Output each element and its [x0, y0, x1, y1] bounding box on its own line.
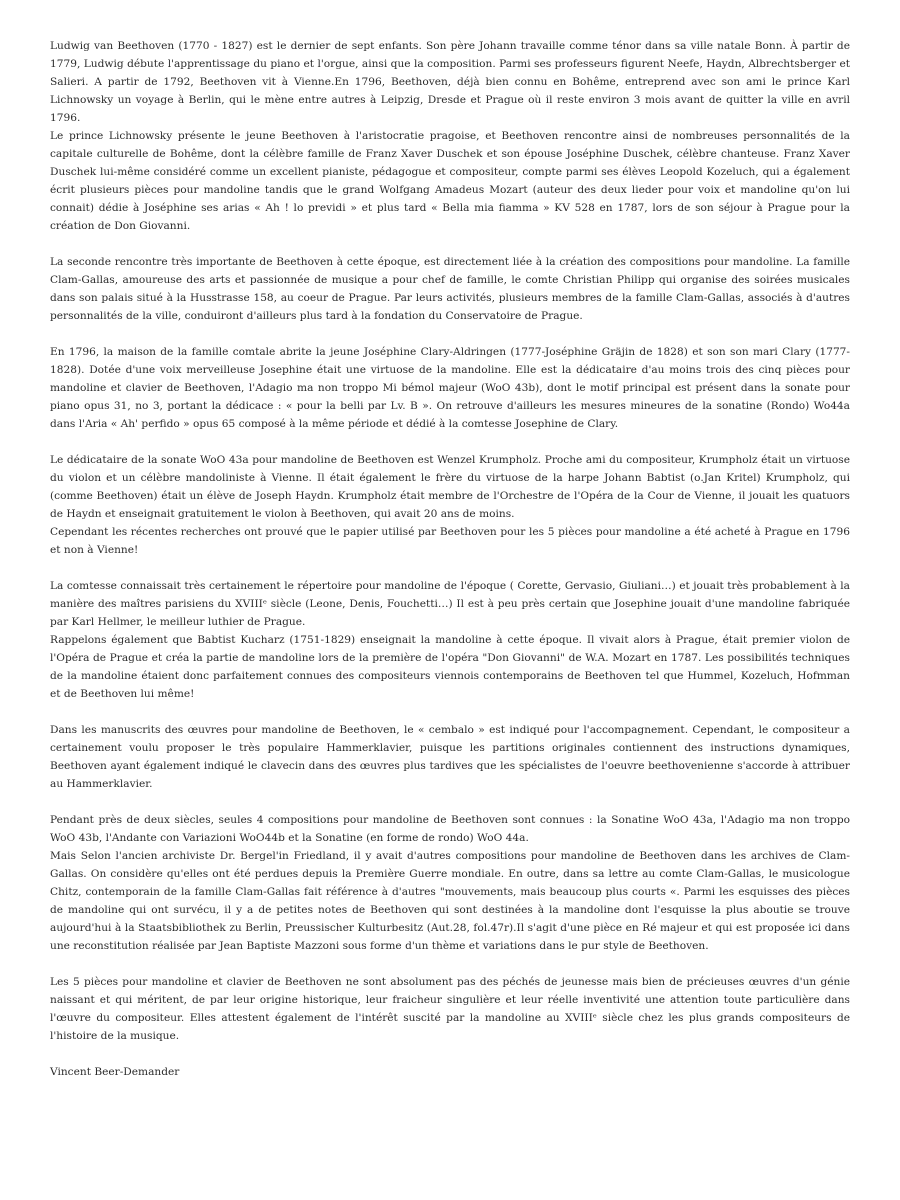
paragraph-conclusion	[50, 973, 850, 1045]
text-line: La comtesse connaissait très certainement le répertoire pour mandoline de l'époque ( Corette, Gervasio, Giuliani…) et jouait très probablement à la manière des maîtres parisiens du XVIIIᵉ siècle (Leone, Denis, Fouchetti…) Il est à peu près certain que Josephine jouait d'une mandoline fabriquée par Karl Hellmer, le meilleur luthier de Prague.	[50, 580, 850, 628]
text-line: Mais Selon l'ancien archiviste Dr. Bergel'in Friedland, il y avait d'autres compositions pour mandoline de Beethoven dans les archives de Clam-Gallas. On considère qu'elles ont été perdues depuis la Première Guerre mondiale. En outre, dans sa lettre au comte Clam-Gallas, le musicologue Chitz, contemporain de la famille Clam-Gallas fait référence à d'autres "mouvements, mais beaucoup plus courts «. Parmi les esquisses des pièces de mandoline qui ont survécu, il y a de petites notes de Beethoven qui sont destinées à la mandoline dont l'esquisse la plus aboutie se trouve aujourd'hui à la Staatsbibliothek zu Berlin, Preussischer Kulturbesitz (Aut.28, fol.47r).Il s'agit d'une pièce en Ré majeur et qui est proposée ici dans une reconstitution réalisée par Jean Baptiste Mazzoni sous forme d'un thème et variations dans le pur style de Beethoven.	[50, 850, 850, 952]
text-line: La seconde rencontre très importante de Beethoven à cette époque, est directement liée à la création des compositions pour mandoline. La famille Clam-Gallas, amoureuse des arts et passionnée de musique a pour chef de famille, le comte Christian Philipp qui organise des soirées musicales dans son palais situé à la Husstrasse 158, au coeur de Prague. Par leurs activités, plusieurs membres de la famille Clam-Gallas, associés à d'autres personnalités de la ville, conduiront d'ailleurs plus tard à la fondation du Conservatoire de Prague.	[50, 256, 850, 322]
paragraph-clam-gallas	[50, 253, 850, 325]
text-line: Le prince Lichnowsky présente le jeune Beethoven à l'aristocratie pragoise, et Beethoven rencontre ainsi de nombreuses personnalités de la capitale culturelle de Bohême, dont la célèbre famille de Franz Xaver Duschek et son épouse Joséphine Duschek, célèbre chanteuse. Franz Xaver Duschek lui-même considéré comme un excellent pianiste, pédagogue et compositeur, compte parmi ses élèves Leopold Kozeluch, qui a également écrit plusieurs pièces pour mandoline tandis que le grand Wolfgang Amadeus Mozart (auteur des deux lieder pour voix et mandoline qu'on lui connait) dédie à Joséphine ses arias « Ah ! lo previdi » et plus tard « Bella mia fiamma » KV 528 en 1787, lors de son séjour à Prague pour la création de Don Giovanni.	[50, 130, 850, 232]
text-line: Cependant les récentes recherches ont prouvé que le papier utilisé par Beethoven pour les 5 pièces pour mandoline a été acheté à Prague en 1796 et non à Vienne!	[50, 526, 850, 556]
text-line: En 1796, la maison de la famille comtale abrite la jeune Joséphine Clary-Aldringen (1777-Joséphine Gräjin de 1828) et son son mari Clary (1777-1828). Dotée d'une voix merveilleuse Josephine était une virtuose de la mandoline. Elle est la dédicataire d'au moins trois des cinq pièces pour mandoline et clavier de Beethoven, l'Adagio ma non troppo Mi bémol majeur (WoO 43b), dont le motif principal est présent dans la sonate pour piano opus 31, no 3, portant la dédicace : « pour la belli par Lv. B ». On retrouve d'ailleurs les mesures mineures de la sonatine (Rondo) Wo44a dans l'Aria « Ah' perfido » opus 65 composé à la même période et dédié à la comtesse Josephine de Clary.	[50, 346, 850, 430]
text-line: Rappelons également que Babtist Kucharz (1751-1829) enseignait la mandoline à cette époque. Il vivait alors à Prague, était premier violon de l'Opéra de Prague et créa la partie de mandoline lors de la première de l'opéra "Don Giovanni" de W.A. Mozart en 1787. Les possibilités techniques de la mandoline étaient donc parfaitement connues des compositeurs viennois contemporains de Beethoven tel que Hummel, Kozeluch, Hofmman et de Beethoven lui même!	[50, 634, 850, 700]
paragraph-krumpholz	[50, 451, 850, 559]
paragraph-repertoire	[50, 577, 850, 703]
document-body	[50, 37, 850, 1081]
text-line: Pendant près de deux siècles, seules 4 compositions pour mandoline de Beethoven sont connues : la Sonatine WoO 43a, l'Adagio ma non troppo WoO 43b, l'Andante con Variazioni WoO44b et la Sonatine (en forme de rondo) WoO 44a.	[50, 814, 850, 844]
paragraph-josephine-clary	[50, 343, 850, 433]
text-line: Ludwig van Beethoven (1770 - 1827) est le dernier de sept enfants. Son père Johann travaille comme ténor dans sa ville natale Bonn. À partir de 1779, Ludwig débute l'apprentissage du piano et l'orgue, ainsi que la composition. Parmi ses professeurs figurent Neefe, Haydn, Albrechtsberger et Salieri. A partir de 1792, Beethoven vit à Vienne.En 1796, Beethoven, déjà bien connu en Bohême, entreprend avec son ami le prince Karl Lichnowsky un voyage à Berlin, qui le mène entre autres à Leipzig, Dresde et Prague où il reste environ 3 mois avant de quitter la ville en avril 1796.	[50, 40, 850, 124]
text-line: Dans les manuscrits des œuvres pour mandoline de Beethoven, le « cembalo » est indiqué pour l'accompagnement. Cependant, le compositeur a certainement voulu proposer le très populaire Hammerklavier, puisque les partitions originales contiennent des instructions dynamiques, Beethoven ayant également indiqué le clavecin dans des œuvres plus tardives que les spécialistes de l'oeuvre beethovenienne s'accorde à attribuer au Hammerklavier.	[50, 724, 850, 790]
paragraph-compositions	[50, 811, 850, 955]
author-signature: Vincent Beer-Demander	[50, 1066, 180, 1078]
paragraph-biography	[50, 37, 850, 235]
paragraph-cembalo	[50, 721, 850, 793]
text-line: Les 5 pièces pour mandoline et clavier de Beethoven ne sont absolument pas des péchés de jeunesse mais bien de précieuses œuvres d'un génie naissant et qui méritent, de par leur origine historique, leur fraicheur singulière et leur réelle inventivité une attention toute particulière dans l'œuvre du compositeur. Elles attestent également de l'intérêt suscité par la mandoline au XVIIIᵉ siècle chez les plus grands compositeurs de l'histoire de la musique.	[50, 976, 850, 1042]
text-line: Le dédicataire de la sonate WoO 43a pour mandoline de Beethoven est Wenzel Krumpholz. Proche ami du compositeur, Krumpholz était un virtuose du violon et un célèbre mandoliniste à Vienne. Il était également le frère du virtuose de la harpe Johann Babtist (o.Jan Kritel) Krumpholz, qui (comme Beethoven) était un élève de Joseph Haydn. Krumpholz était membre de l'Orchestre de l'Opéra de la Cour de Vienne, il jouait les quatuors de Haydn et enseignait gratuitement le violon à Beethoven, qui avait 20 ans de moins.	[50, 454, 850, 520]
